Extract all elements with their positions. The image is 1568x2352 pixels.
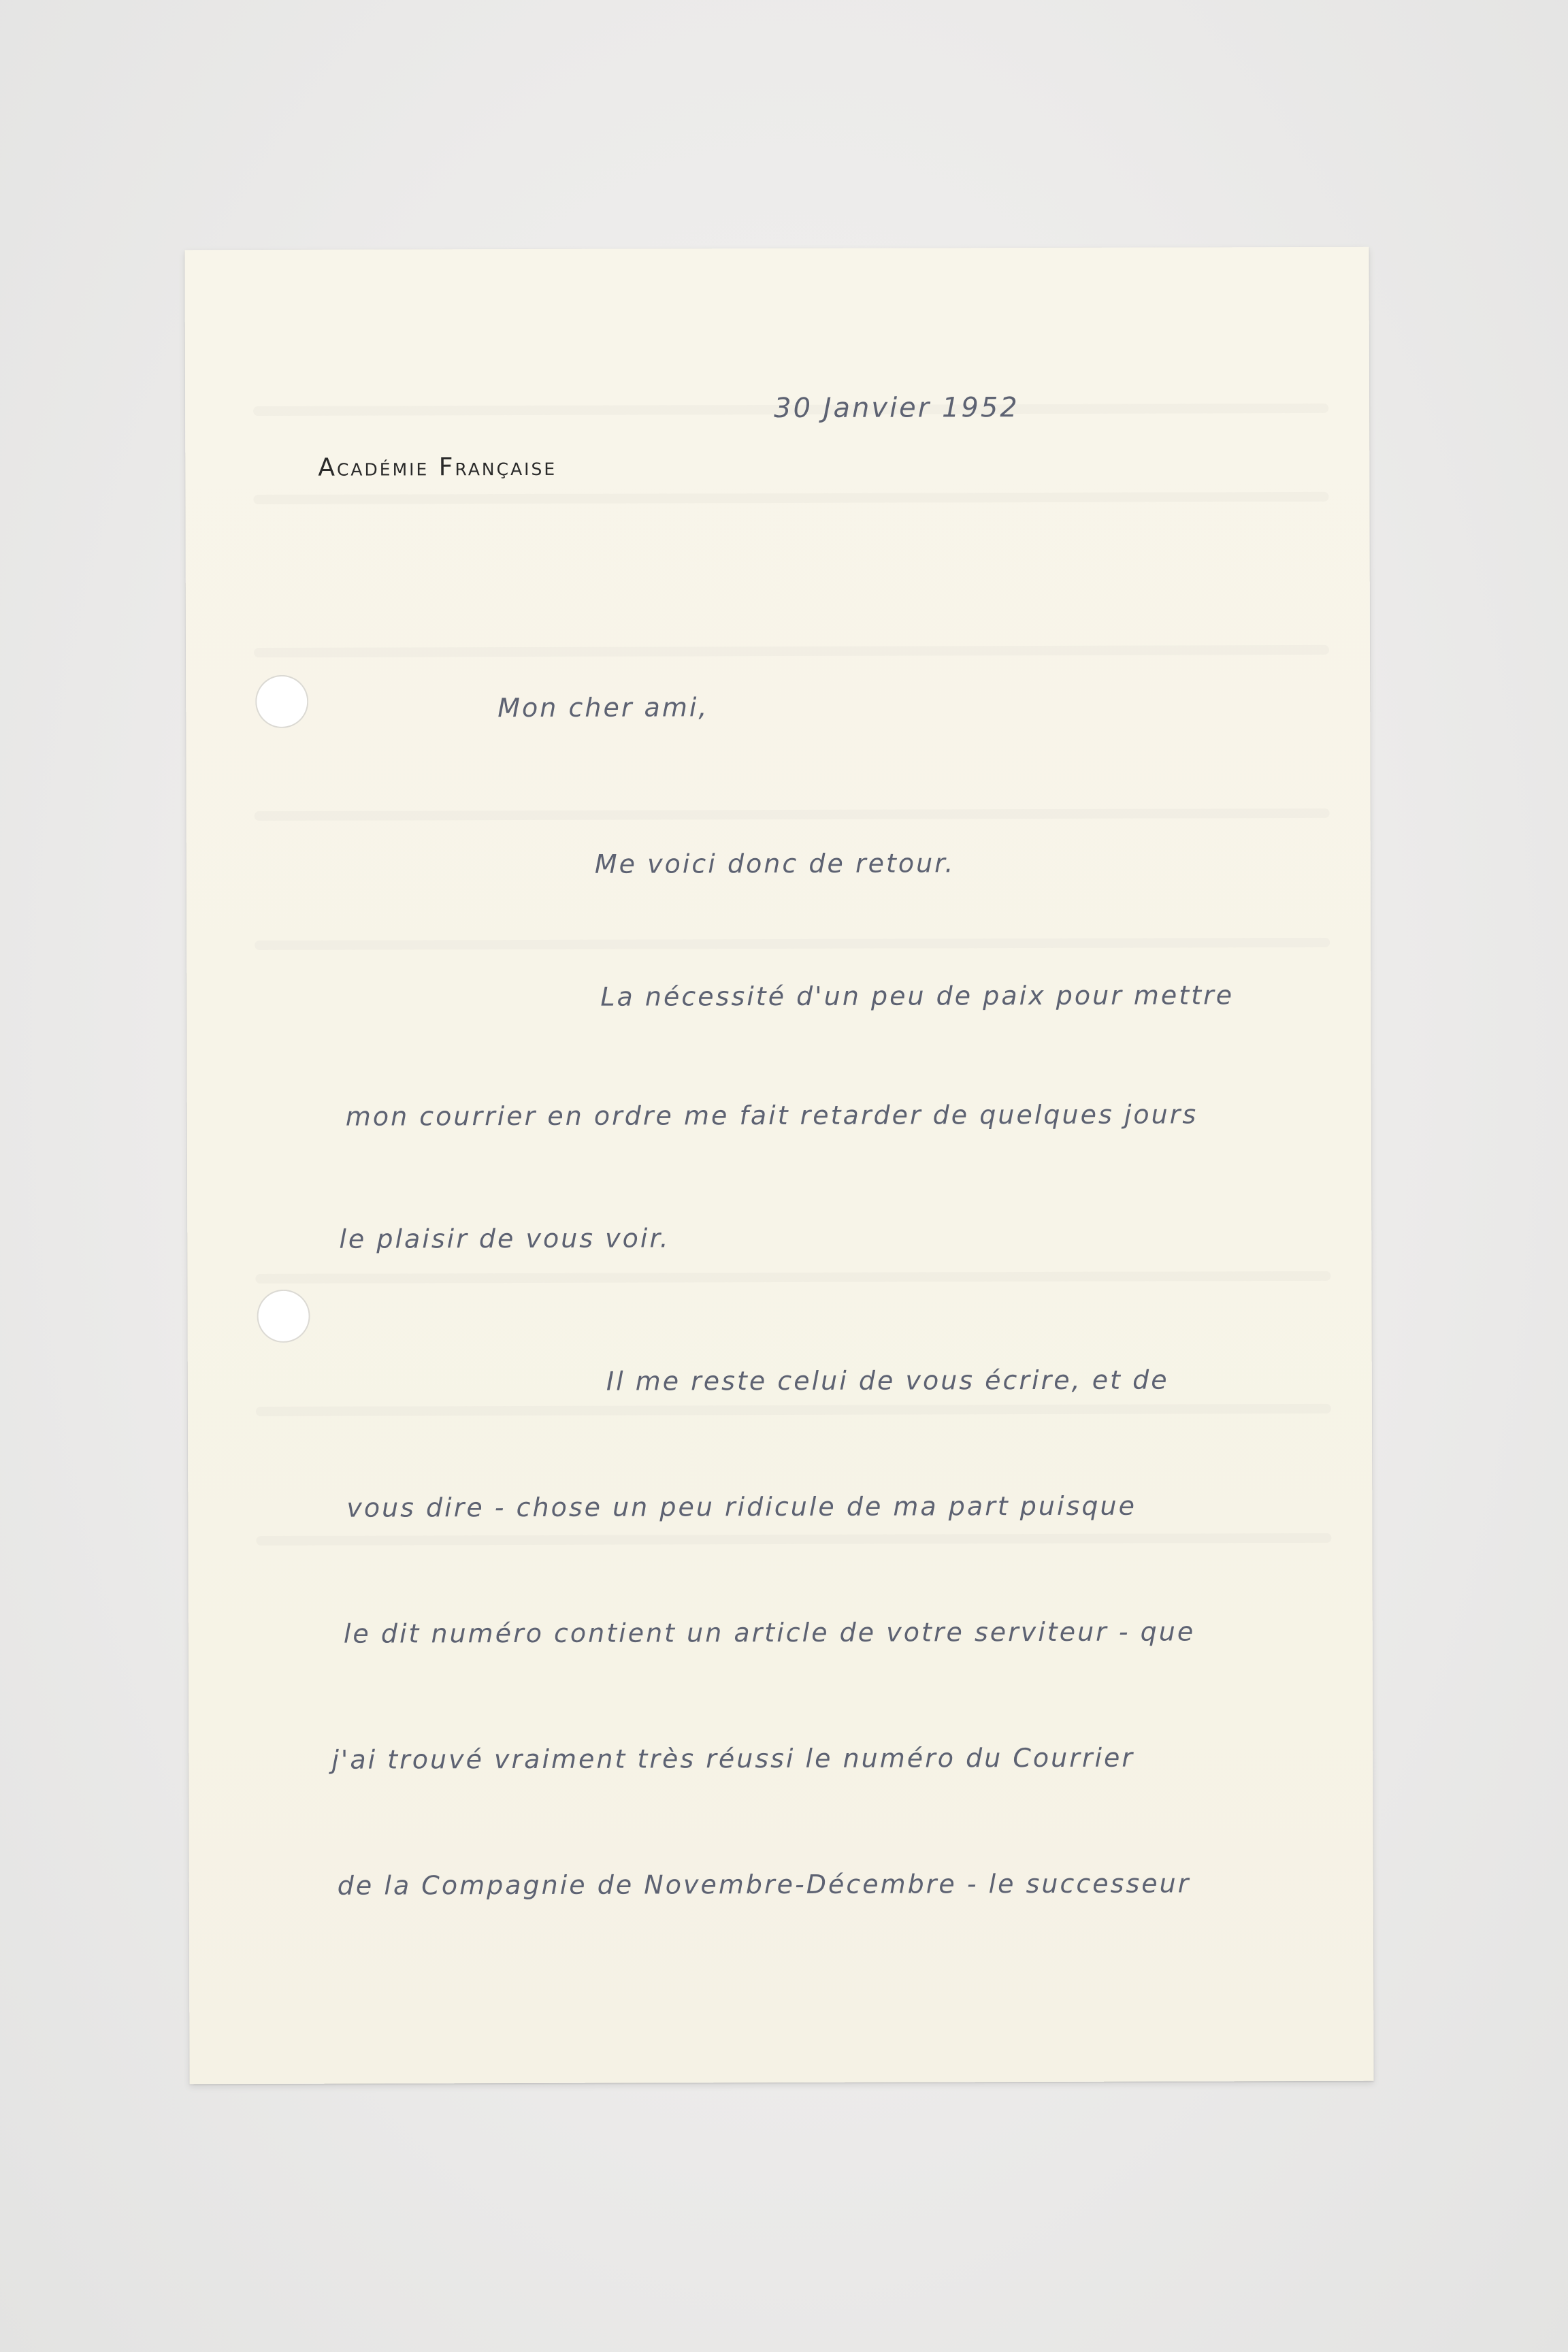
letter-line: de la Compagnie de Novembre-Décembre - le successeur	[337, 1868, 1191, 1901]
letter-sheet	[184, 247, 1373, 2085]
show-through-line	[255, 1271, 1330, 1284]
letterhead: Académie Française	[318, 453, 557, 482]
show-through-line	[254, 645, 1329, 657]
show-through-line	[256, 1533, 1331, 1546]
letter-date: 30 Janvier 1952	[774, 392, 1019, 425]
punch-hole	[255, 675, 308, 728]
show-through-line	[255, 808, 1330, 821]
letter-line: Il me reste celui de vous écrire, et de	[606, 1365, 1169, 1396]
letter-line: mon courrier en ordre me fait retarder de quelques jours	[345, 1099, 1198, 1132]
letter-salutation: Mon cher ami,	[497, 692, 709, 723]
letter-line: Me voici donc de retour.	[594, 848, 956, 879]
letter-line: le dit numéro contient un article de votre serviteur - que	[343, 1616, 1196, 1649]
show-through-line	[255, 938, 1330, 950]
letter-line: vous dire - chose un peu ridicule de ma part puisque	[346, 1490, 1137, 1523]
letter-line: le plaisir de vous voir.	[339, 1223, 670, 1254]
letter-line: La nécessité d'un peu de paix pour mettre	[600, 980, 1235, 1012]
show-through-line	[253, 492, 1328, 504]
show-through-line	[256, 1404, 1331, 1416]
punch-hole	[257, 1290, 310, 1343]
letter-line: j'ai trouvé vraiment très réussi le numéro du Courrier	[331, 1742, 1135, 1775]
